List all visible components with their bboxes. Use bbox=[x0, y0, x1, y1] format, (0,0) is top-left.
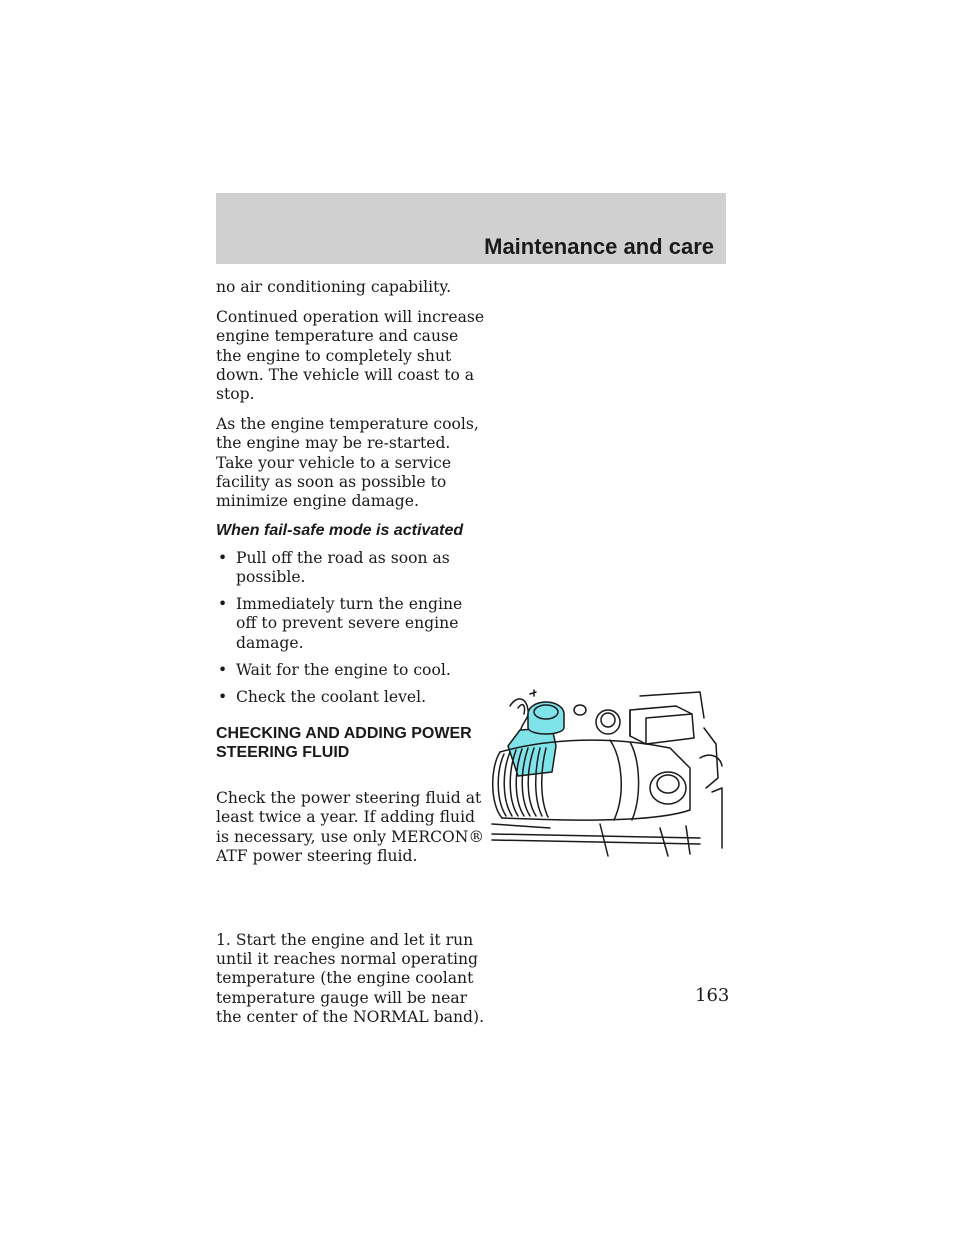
paragraph-ac: no air conditioning capability. bbox=[216, 278, 452, 296]
section-heading-power-steering: CHECKING AND ADDING POWER STEERING FLUID bbox=[216, 725, 472, 761]
paragraph-step-1: 1. Start the engine and let it run until it reaches normal operating temperature (the engine coolant temperature gauge will be near the center of the NORMAL band). bbox=[216, 930, 485, 1026]
main-text-column bbox=[216, 278, 486, 1038]
page-number: 163 bbox=[695, 985, 730, 1006]
section-title: Maintenance and care bbox=[484, 234, 714, 259]
list-item: • Immediately turn the engine off to prevent severe engine damage. bbox=[218, 595, 463, 652]
engine-compartment-illustration bbox=[490, 688, 726, 858]
list-item: • Wait for the engine to cool. bbox=[218, 660, 451, 679]
paragraph-engine-cools: As the engine temperature cools, the engine may be re-started. Take your vehicle to a service facility as soon as possible to minimize engine damage. bbox=[216, 415, 479, 511]
list-item: • Check the coolant level. bbox=[218, 687, 427, 706]
list-item: • Pull off the road as soon as possible. bbox=[218, 548, 450, 586]
fail-safe-list bbox=[216, 549, 486, 707]
engine-diagram bbox=[490, 688, 726, 858]
paragraph-continued-operation: Continued operation will increase engine temperature and cause the engine to completely shut down. The vehicle will coast to a stop. bbox=[216, 308, 485, 404]
subheading-fail-safe: When fail-safe mode is activated bbox=[216, 522, 464, 540]
paragraph-check-fluid: Check the power steering fluid at least twice a year. If adding fluid is necessary, use only MERCON® ATF power steering fluid. bbox=[216, 789, 485, 865]
section-header-bar bbox=[216, 193, 726, 264]
